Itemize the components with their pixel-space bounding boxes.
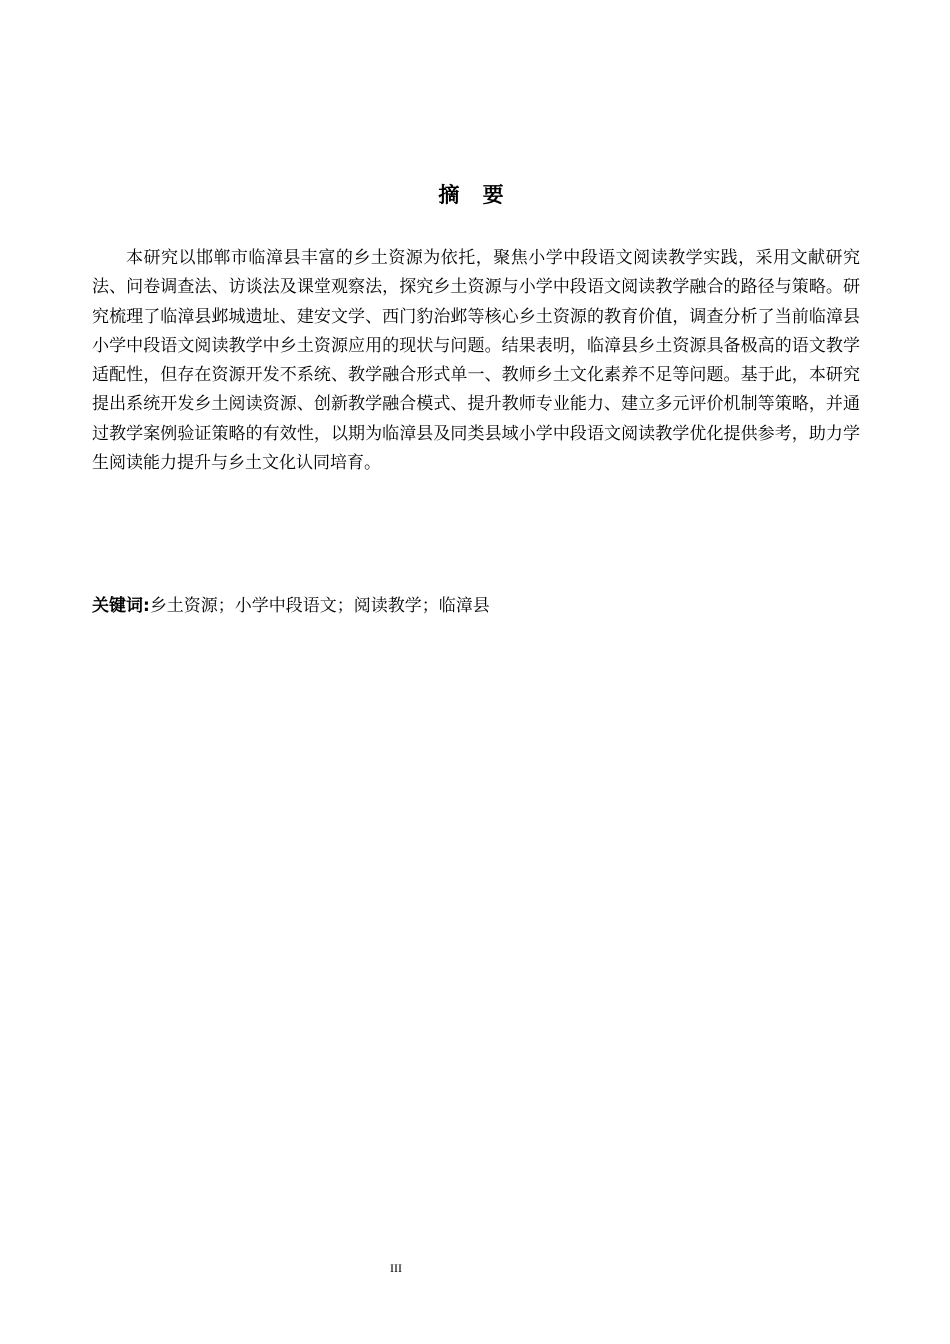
keywords-text: 乡土资源；小学中段语文；阅读教学；临漳县 bbox=[149, 596, 490, 616]
page-number: III bbox=[390, 1261, 402, 1275]
keywords-label: 关键词: bbox=[92, 596, 150, 616]
keywords-line bbox=[92, 594, 860, 618]
abstract-title: 摘 要 bbox=[438, 183, 512, 207]
abstract-body: 本研究以邯郸市临漳县丰富的乡土资源为依托，聚焦小学中段语文阅读教学实践，采用文献研究法、问卷调查法、访谈法及课堂观察法，探究乡土资源与小学中段语文阅读教学融合的路径与策略。研究梳理了临漳县邺城遗址、建安文学、西门豹治邺等核心乡土资源的教育价值，调查分析了当前临漳县小学中段语文阅读教学中乡土资源应用的现状与问题。结果表明，临漳县乡土资源具备极高的语文教学适配性，但存在资源开发不系统、教学融合形式单一、教师乡土文化素养不足等问题。基于此，本研究提出系统开发乡土阅读资源、创新教学融合模式、提升教师专业能力、建立多元评价机制等策略，并通过教学案例验证策略的有效性，以期为临漳县及同类县域小学中段语文阅读教学优化提供参考，助力学生阅读能力提升与乡土文化认同培育。 bbox=[92, 248, 860, 474]
